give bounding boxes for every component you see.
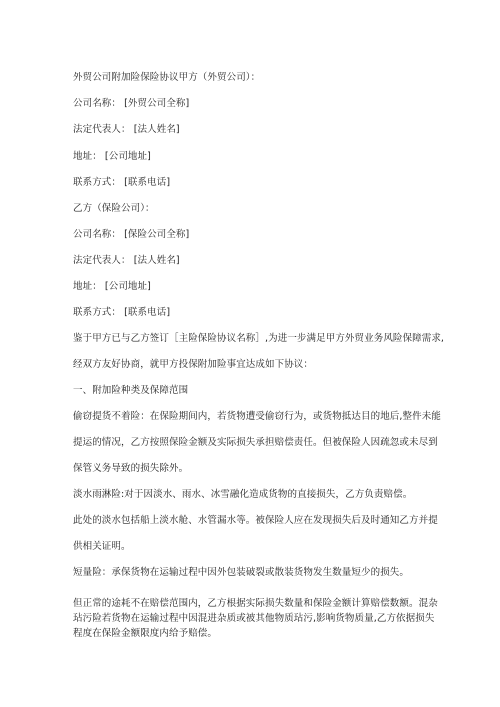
rain-clause-line-3: 供相关证明。 bbox=[73, 541, 131, 552]
rain-clause-line-1: 淡水雨淋险:对于因淡水、雨水、冰雪融化造成货物的直接损失，乙方负责赔偿。 bbox=[73, 489, 413, 500]
party-b-header: 乙方（保险公司）： bbox=[73, 203, 155, 214]
section-heading: 一、附加险种类及保障范围 bbox=[73, 385, 189, 396]
shortage-clause-line-4: 程度在保险金额限度内给予赔偿。 bbox=[73, 628, 218, 639]
shortage-clause-line-2: 但正常的途耗不在赔偿范围内，乙方根据实际损失数量和保险金额计算赔偿数额。混杂 bbox=[73, 598, 438, 609]
theft-clause-line-2: 提运的情况，乙方按照保险金额及实际损失承担赔偿责任。但被保险人因疏忽或未尽到 bbox=[73, 437, 438, 448]
theft-clause-line-1: 偷窃提货不着险：在保险期间内，若货物遭受偷窃行为，或货物抵达目的地后,整件未能 bbox=[73, 411, 441, 422]
party-a-address: 地址： [公司地址] bbox=[73, 151, 151, 162]
theft-clause-line-3: 保管义务导致的损失除外。 bbox=[73, 463, 189, 474]
party-a-representative: 法定代表人： [法人姓名] bbox=[73, 124, 180, 135]
document-title: 外贸公司附加险保险协议甲方（外贸公司）： bbox=[73, 72, 261, 83]
party-a-company: 公司名称： [外贸公司全称] bbox=[73, 98, 190, 109]
party-b-representative: 法定代表人： [法人姓名] bbox=[73, 255, 180, 266]
shortage-clause-line-1: 短量险：承保货物在运输过程中因外包装破裂或散装货物发生数量短少的损失。 bbox=[73, 567, 410, 578]
party-b-address: 地址： [公司地址] bbox=[73, 281, 151, 292]
preamble-line-2: 经双方友好协商，就甲方投保附加险事宜达成如下协议： bbox=[73, 359, 314, 370]
shortage-clause-line-3: 玷污险若货物在运输过程中因混进杂质或被其他物质玷污,影响货物质量,乙方依据损失 bbox=[73, 613, 435, 624]
preamble-line-1: 鉴于甲方已与乙方签订［主险保险协议名称］,为进一步满足甲方外贸业务风险保障需求, bbox=[73, 333, 445, 344]
party-b-contact: 联系方式： [联系电话] bbox=[73, 307, 171, 318]
rain-clause-line-2: 此处的淡水包括船上淡水舱、水管漏水等。被保险人应在发现损失后及时通知乙方并提 bbox=[73, 515, 438, 526]
party-a-contact: 联系方式： [联系电话] bbox=[73, 177, 171, 188]
party-b-company: 公司名称： [保险公司全称] bbox=[73, 229, 190, 240]
